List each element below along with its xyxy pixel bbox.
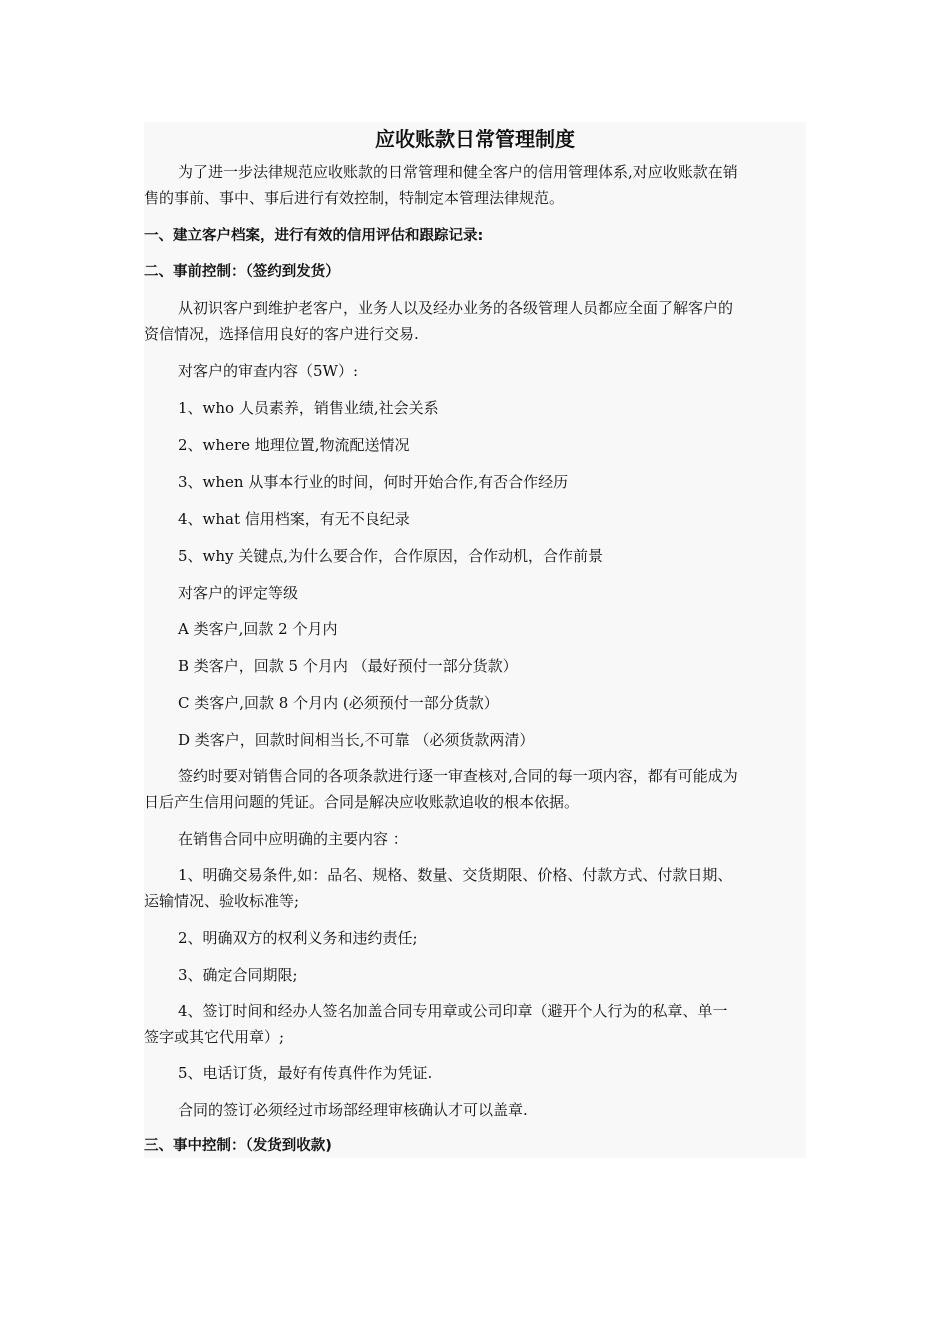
section-heading-2: 二、事前控制：（签约到发货）	[144, 264, 340, 280]
review-item-who: 1、who 人员素养，销售业绩,社会关系	[178, 399, 439, 417]
review-item-where: 2、where 地理位置,物流配送情况	[178, 436, 410, 454]
grade-c: C 类客户,回款 8 个月内 (必须预付一部分货款）	[178, 694, 499, 712]
review-item-why: 5、why 关键点,为什么要合作，合作原因，合作动机，合作前景	[178, 547, 604, 565]
section-heading-1: 一、建立客户档案，进行有效的信用评估和跟踪记录:	[144, 228, 484, 244]
document-page	[144, 122, 806, 1158]
grade-d: D 类客户，回款时间相当长,不可靠 （必须货款两清）	[178, 731, 535, 749]
contract-item-4-line-1: 4、签订时间和经办人签名加盖合同专用章或公司印章（避开个人行为的私章、单一	[178, 1002, 728, 1020]
review-heading: 对客户的审查内容（5W）:	[178, 362, 359, 380]
intro-line-1: 为了进一步法律规范应收账款的日常管理和健全客户的信用管理体系,对应收账款在销	[178, 163, 738, 181]
know-customer-line-2: 资信情况，选择信用良好的客户进行交易.	[144, 325, 419, 343]
intro-line-2: 售的事前、事中、事后进行有效控制，特制定本管理法律规范。	[144, 189, 565, 207]
grade-a: A 类客户,回款 2 个月内	[178, 620, 338, 638]
contract-item-4-line-2: 签字或其它代用章）;	[144, 1028, 285, 1046]
contract-item-1-line-1: 1、明确交易条件,如：品名、规格、数量、交货期限、价格、付款方式、付款日期、	[178, 866, 733, 884]
contract-item-5: 5、电话订货，最好有传真件作为凭证.	[178, 1064, 433, 1082]
signing-line-1: 签约时要对销售合同的各项条款进行逐一审查核对,合同的每一项内容，都有可能成为	[178, 767, 738, 785]
signing-line-2: 日后产生信用问题的凭证。合同是解决应收账款追收的根本依据。	[144, 793, 580, 811]
grade-heading: 对客户的评定等级	[178, 584, 299, 602]
contract-item-2: 2、明确双方的权利义务和违约责任;	[178, 929, 418, 947]
grade-b: B 类客户，回款 5 个月内 （最好预付一部分货款）	[178, 657, 518, 675]
contract-item-3: 3、确定合同期限;	[178, 966, 298, 984]
approval-note: 合同的签订必须经过市场部经理审核确认才可以盖章.	[178, 1101, 528, 1119]
contract-heading: 在销售合同中应明确的主要内容 ：	[178, 830, 408, 848]
know-customer-line-1: 从初识客户到维护老客户，业务人以及经办业务的各级管理人员都应全面了解客户的	[178, 299, 734, 317]
section-heading-3: 三、事中控制：（发货到收款)	[144, 1138, 332, 1154]
document-title: 应收账款日常管理制度	[375, 127, 575, 151]
contract-item-1-line-2: 运输情况、验收标准等;	[144, 892, 300, 910]
review-item-when: 3、when 从事本行业的时间，何时开始合作,有否合作经历	[178, 473, 569, 491]
review-item-what: 4、what 信用档案，有无不良纪录	[178, 510, 410, 528]
